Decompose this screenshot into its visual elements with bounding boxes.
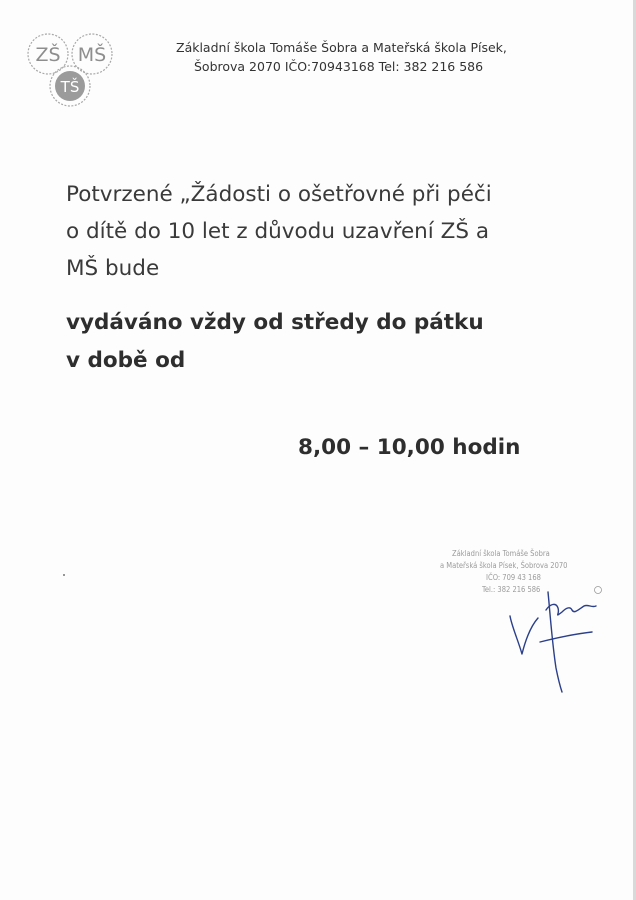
scan-speck <box>63 574 65 576</box>
letterhead-contact: Šobrova 2070 IČO:70943168 Tel: 382 216 586 <box>194 59 484 74</box>
notice-bold-text <box>66 304 586 380</box>
notice-bold-line-2: v době od <box>66 348 186 373</box>
notice-bold-line-1: vydáváno vždy od středy do pátku <box>66 310 484 335</box>
logo-letters-left: ZŠ <box>35 44 61 66</box>
office-hours: 8,00 – 10,00 hodin <box>298 435 521 460</box>
stamp-line-1: Základní škola Tomáše Šobra <box>452 549 550 558</box>
notice-line-1: Potvrzené „Žádosti o ošetřovné při péči <box>66 182 492 207</box>
letterhead <box>176 38 596 76</box>
stamp-line-2: a Mateřská škola Písek, Šobrova 2070 <box>440 561 568 570</box>
notice-text <box>66 176 586 287</box>
handwritten-signature <box>500 582 610 694</box>
logo-letters-right: MŠ <box>77 44 107 66</box>
letterhead-school-name: Základní škola Tomáše Šobra a Mateřská škola Písek, <box>176 40 507 55</box>
stamp-line-3: IČO: 709 43 168 <box>486 573 541 582</box>
logo-letters-bottom: TŠ <box>60 78 80 96</box>
notice-line-2: o dítě do 10 let z důvodu uzavření ZŠ a <box>66 219 489 244</box>
notice-line-3: MŠ bude <box>66 256 160 281</box>
school-logo <box>16 30 128 110</box>
stamp-line-4: Tel.: 382 216 586 <box>482 585 541 594</box>
